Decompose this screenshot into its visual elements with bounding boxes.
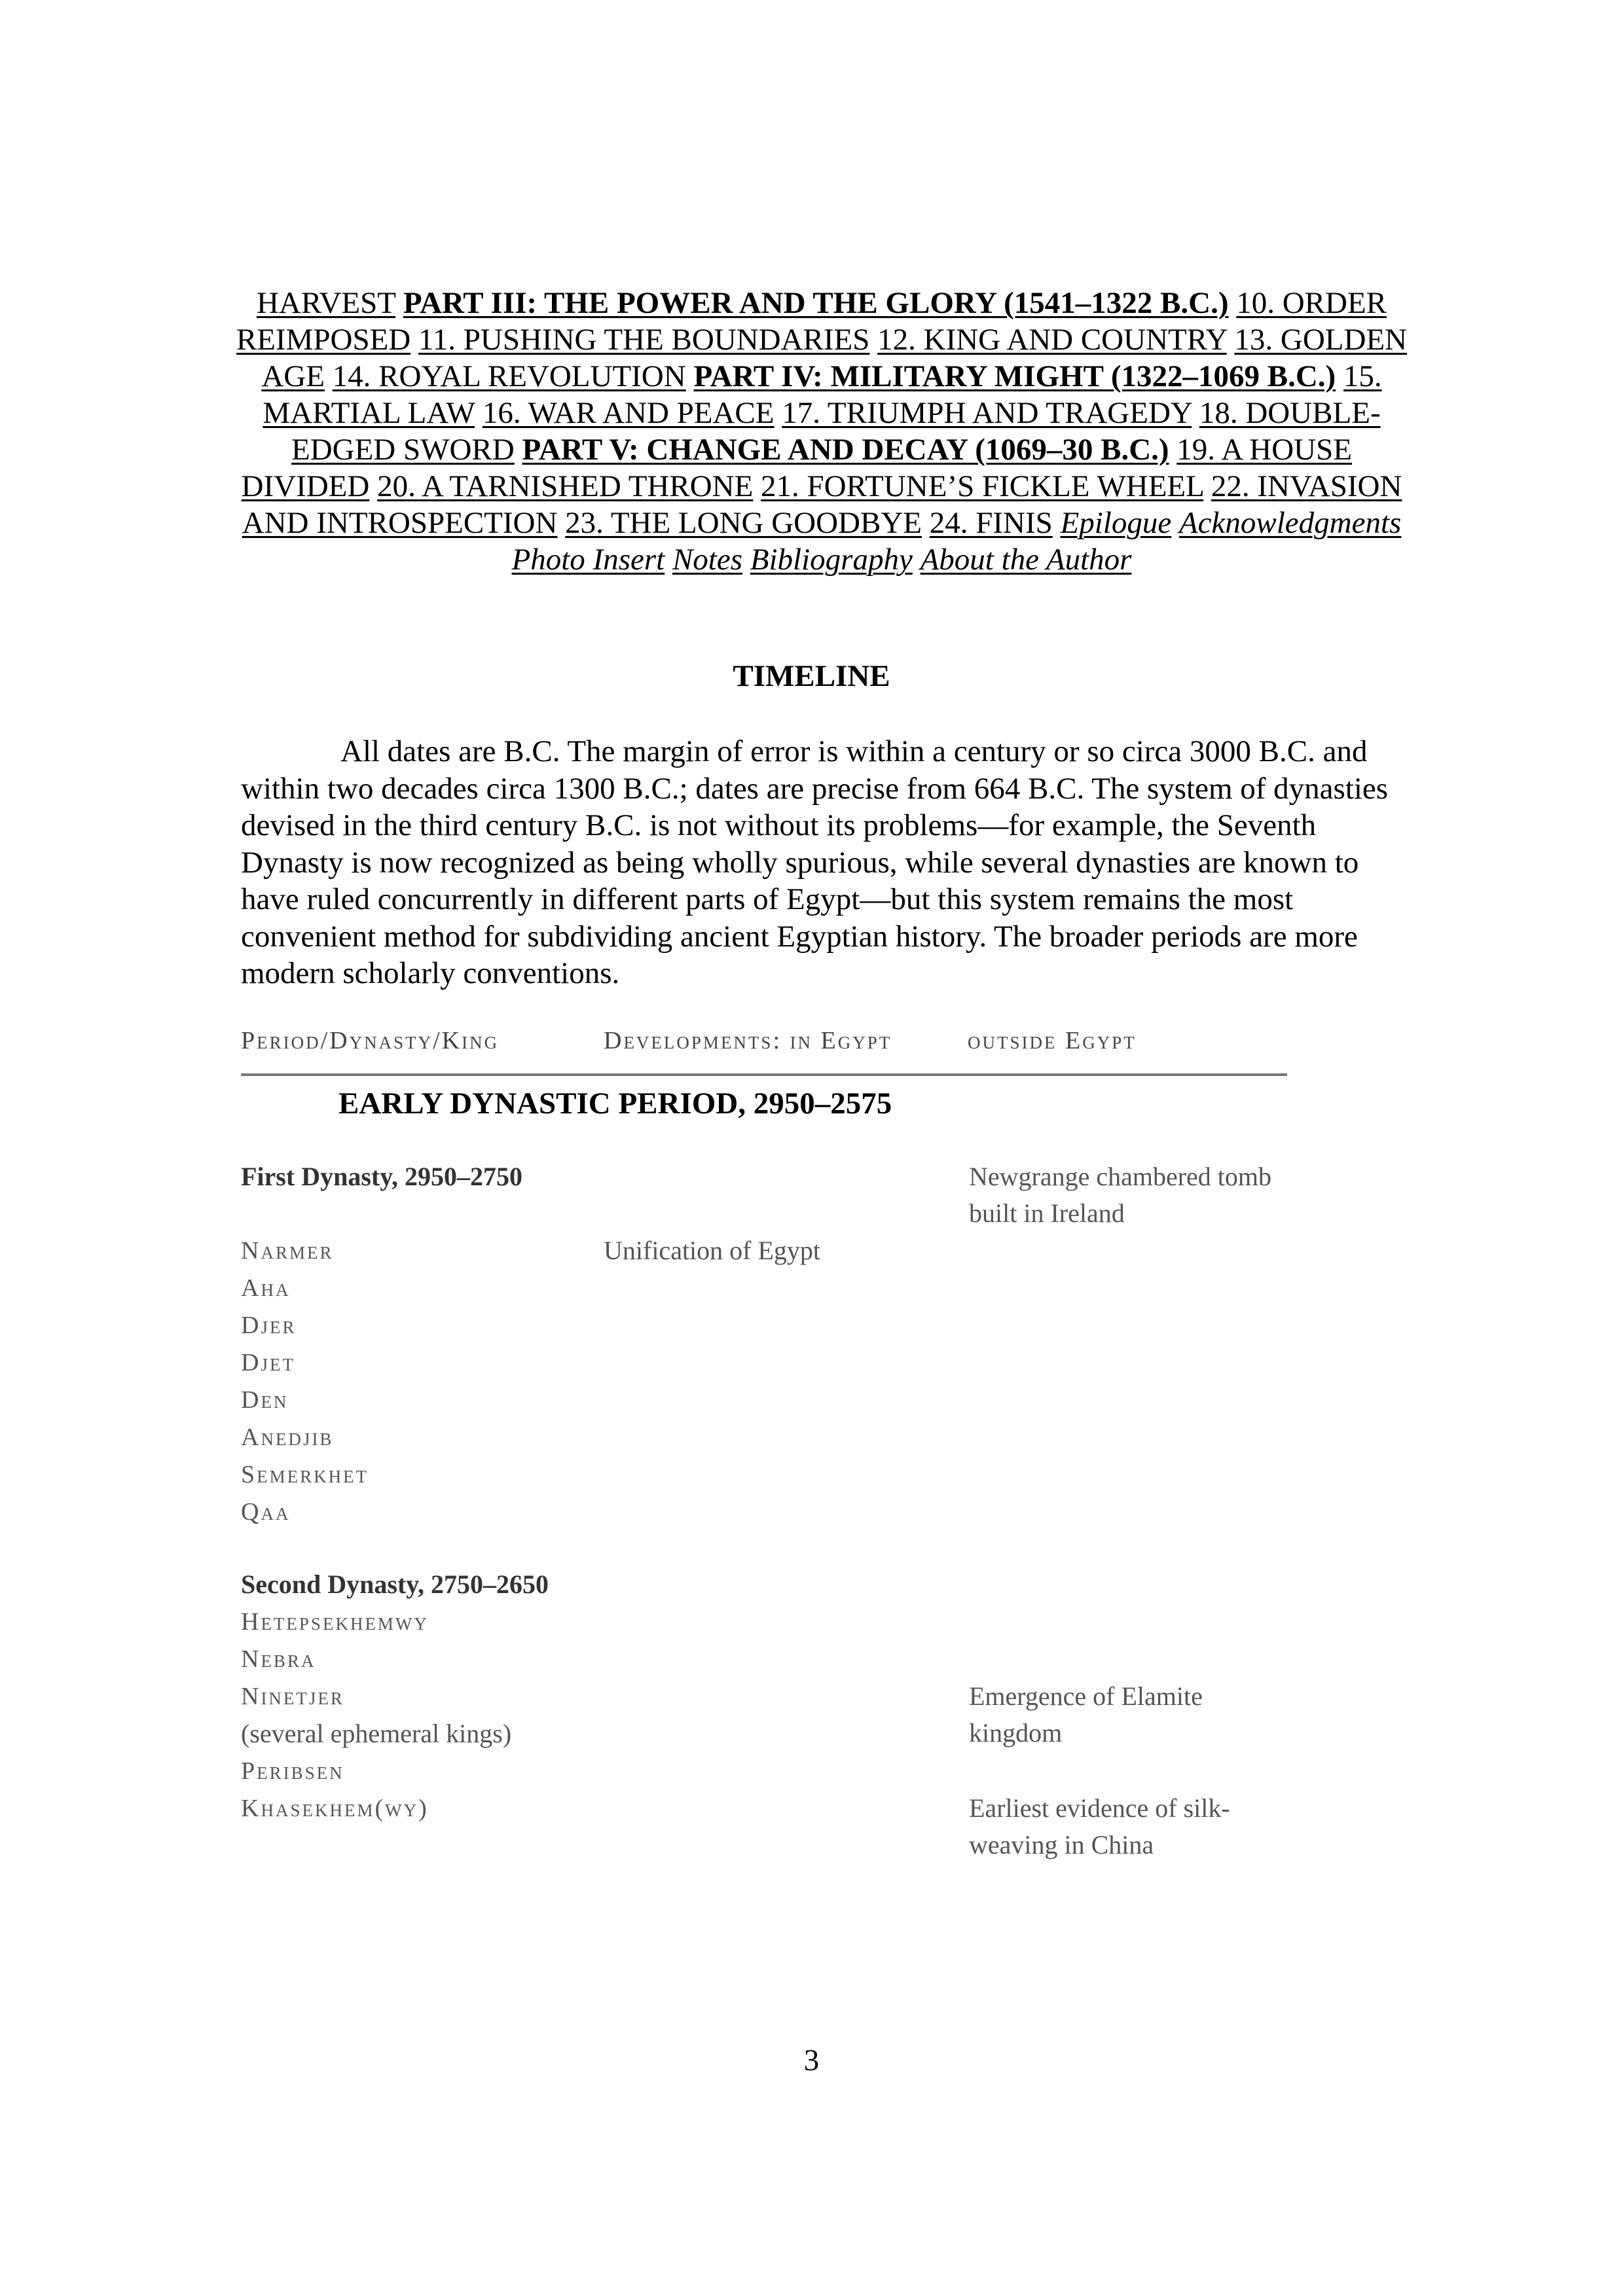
toc-link-ch18[interactable]: 18. DOUBLE-EDGED SWORD: [291, 396, 1381, 467]
toc-link-harvest[interactable]: HARVEST: [256, 286, 396, 320]
toc-link-acknowledgments[interactable]: Acknowledgments: [1178, 506, 1402, 540]
king-hetepsekhemwy: Hetepsekhemwy: [241, 1608, 429, 1636]
timeline-heading: TIMELINE: [733, 659, 890, 693]
toc-link-ch15[interactable]: 15. MARTIAL LAW: [263, 359, 1382, 430]
toc-link-epilogue[interactable]: Epilogue: [1060, 506, 1172, 540]
first-dynasty-title: First Dynasty, 2950–2750: [241, 1162, 522, 1191]
king-semerkhet: Semerkhet: [241, 1461, 369, 1488]
king-aha: Aha: [241, 1274, 291, 1302]
toc-link-ch19[interactable]: 19. A HOUSE DIVIDED: [241, 433, 1352, 503]
king-ninetjer: Ninetjer: [241, 1683, 344, 1710]
toc-link-ch10[interactable]: 10. ORDER REIMPOSED: [236, 286, 1387, 357]
toc-link-ch16[interactable]: 16. WAR AND PEACE: [482, 396, 775, 430]
period-title: EARLY DYNASTIC PERIOD, 2950–2575: [338, 1086, 892, 1121]
toc-link-ch21[interactable]: 21. FORTUNE’S FICKLE WHEEL: [761, 469, 1204, 503]
toc-link-ch24[interactable]: 24. FINIS: [929, 506, 1053, 540]
king-khasekhemwy: Khasekhem(wy): [241, 1795, 429, 1822]
toc-link-ch14[interactable]: 14. ROYAL REVOLUTION: [332, 359, 686, 393]
toc-link-about-author[interactable]: About the Author: [920, 543, 1132, 577]
column-header-outside: outside Egypt: [968, 1027, 1137, 1054]
second-dynasty-title: Second Dynasty, 2750–2650: [241, 1570, 549, 1599]
toc-link-ch22[interactable]: 22. INVASION AND INTROSPECTION: [242, 469, 1402, 540]
ephemeral-kings: (several ephemeral kings): [241, 1719, 512, 1748]
first-dynasty-outside: Newgrange chambered tomb built in Ireland: [969, 1162, 1272, 1228]
header-rule: [241, 1073, 1287, 1076]
toc-link-ch11[interactable]: 11. PUSHING THE BOUNDARIES: [418, 323, 870, 357]
toc-link-bibliography[interactable]: Bibliography: [750, 543, 913, 577]
toc-link-photo-insert[interactable]: Photo Insert: [511, 543, 665, 577]
toc-link-ch23[interactable]: 23. THE LONG GOODBYE: [565, 506, 922, 540]
column-header-period: Period/Dynasty/King: [241, 1027, 500, 1054]
toc-link-part-4[interactable]: PART IV: MILITARY MIGHT (1322–1069 B.C.): [693, 359, 1336, 393]
toc-link-ch12[interactable]: 12. KING AND COUNTRY: [877, 323, 1227, 357]
king-peribsen: Peribsen: [241, 1757, 344, 1785]
king-nebra: Nebra: [241, 1645, 316, 1673]
column-header-developments: Developments: in Egypt: [604, 1027, 892, 1054]
toc-link-notes[interactable]: Notes: [672, 543, 743, 577]
king-djet: Djet: [241, 1349, 295, 1376]
king-qaa: Qaa: [241, 1498, 291, 1526]
toc-link-ch13[interactable]: 13. GOLDEN AGE: [261, 323, 1408, 393]
narmer-development: Unification of Egypt: [604, 1236, 821, 1265]
toc-link-ch17[interactable]: 17. TRIUMPH AND TRAGEDY: [782, 396, 1192, 430]
toc-link-part-3[interactable]: PART III: THE POWER AND THE GLORY (1541–1322 B.C.): [403, 286, 1229, 320]
king-den: Den: [241, 1386, 289, 1414]
king-djer: Djer: [241, 1312, 297, 1339]
khasekhem-outside: Earliest evidence of silk-weaving in China: [969, 1793, 1230, 1859]
page-number: 3: [803, 2043, 820, 2077]
toc-link-part-5[interactable]: PART V: CHANGE AND DECAY (1069–30 B.C.): [522, 433, 1169, 467]
toc-link-ch20[interactable]: 20. A TARNISHED THRONE: [377, 469, 754, 503]
table-of-contents: [236, 285, 1408, 578]
king-anedjib: Anedjib: [241, 1424, 334, 1451]
ninetjer-outside: Emergence of Elamite kingdom: [969, 1681, 1203, 1748]
king-narmer: Narmer: [241, 1237, 334, 1265]
timeline-intro: All dates are B.C. The margin of error is within a century or so circa 3000 B.C. and within two decades circa 1300 B.C.; dates are precise from 664 B.C. The system of dynasties devised in the third century B.C. is not without its problems—for example, the Seventh Dynasty is now recognized as being wholly spurious, while several dynasties are known to have ruled concurrently in different parts of Egypt—but this system remains the most convenient method for subdividing ancient Egyptian history. The broader periods are more modern scholarly conventions.: [241, 734, 1389, 990]
